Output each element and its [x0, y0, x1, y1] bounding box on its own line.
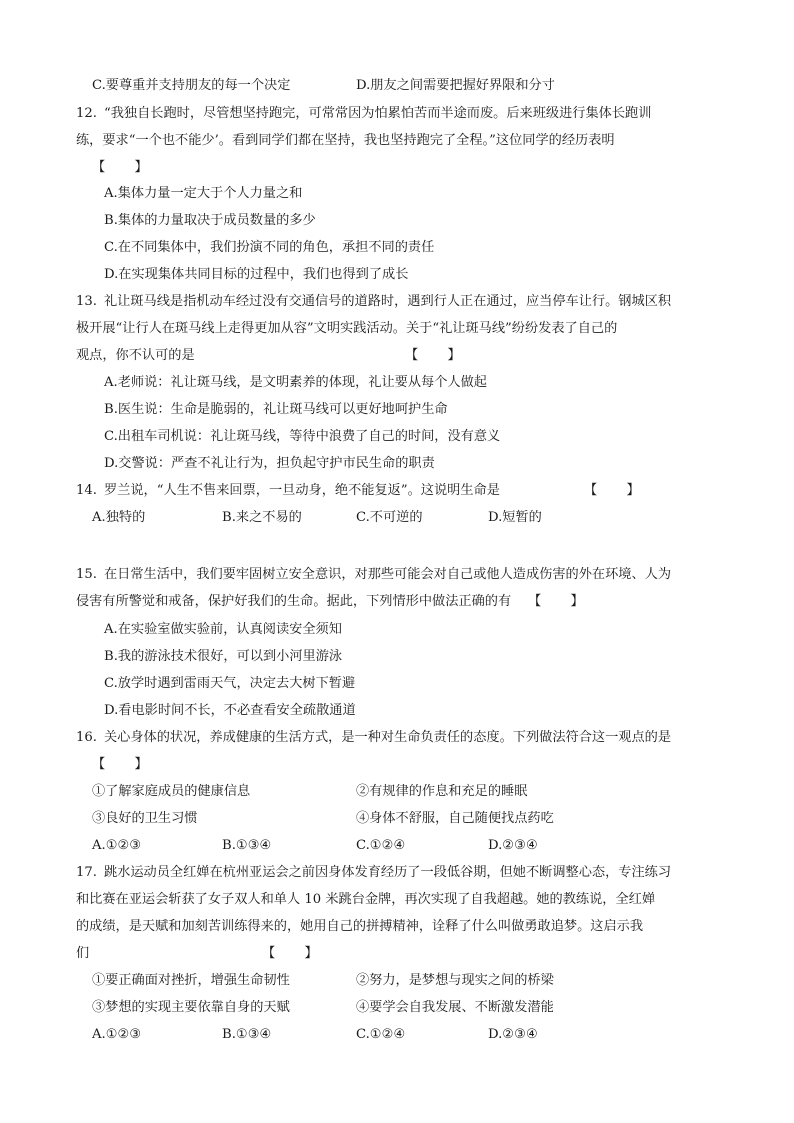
q17-option-a: A.①②③	[92, 1027, 142, 1042]
q17-statement-3: ③梦想的实现主要依靠自身的天赋	[92, 1000, 290, 1015]
q16-answer-bracket: 【 】	[92, 757, 149, 772]
q11-option-d: D.朋友之间需要把握好界限和分寸	[356, 78, 555, 93]
q16-statement-2: ②有规律的作息和充足的睡眠	[356, 784, 528, 799]
q17-option-c: C.①②④	[356, 1027, 406, 1042]
q15-answer-bracket: 【 】	[528, 594, 585, 609]
q16-stem: 关心身体的状况，养成健康的生活方式，是一种对生命负责任的态度。下列做法符合这一观点的是	[104, 730, 672, 745]
q13-stem-line1: 礼让斑马线是指机动车经过没有交通信号的道路时，遇到行人正在通过，应当停车让行。钢城区积	[104, 294, 672, 309]
q17-statement-1: ①要正确面对挫折，增强生命韧性	[92, 973, 290, 988]
q17-answer-bracket: 【 】	[262, 946, 319, 961]
q14-option-c: C.不可逆的	[356, 510, 423, 525]
q14-number: 14.	[76, 483, 97, 498]
q17-stem-line3: 的成绩，是天赋和加刻苦训练得来的，她用自己的拼搏精神，诠释了什么叫做勇敢追梦。这启示我	[76, 919, 644, 934]
q14-answer-bracket: 【 】	[584, 483, 641, 498]
q12-stem-line2: 练，要求“一个也不能少’。看到同学们都在坚持，我也坚持跑完了全程。”这位同学的经历表明	[76, 133, 615, 148]
q17-option-b: B.①③④	[222, 1027, 272, 1042]
q13-option-d: D.交警说：严查不礼让行为，担负起守护市民生命的职责	[104, 456, 435, 471]
q11-option-c: C.要尊重并支持朋友的每一个决定	[92, 78, 291, 93]
q13-option-a: A.老师说：礼让斑马线，是文明素养的体现，礼让要从每个人做起	[104, 375, 487, 390]
q15-option-d: D.看电影时间不长，不必查看安全疏散通道	[104, 703, 356, 718]
q16-statement-4: ④身体不舒服，自己随便找点药吃	[356, 811, 554, 826]
q15-stem-line2: 侵害有所警觉和戒备，保护好我们的生命。据此，下列情形中做法正确的有	[76, 594, 512, 609]
q15-option-c: C.放学时遇到雷雨天气，决定去大树下暂避	[104, 676, 356, 691]
q14-option-b: B.来之不易的	[222, 510, 302, 525]
q13-option-c: C.出租车司机说：礼让斑马线，等待中浪费了自己的时间，没有意义	[104, 429, 501, 444]
q12-option-b: B.集体的力量取决于成员数量的多少	[104, 213, 316, 228]
q17-stem-line1: 跳水运动员全红婵在杭州亚运会之前因身体发育经历了一段低谷期，但她不断调整心态，专注练习	[104, 865, 672, 880]
q15-option-a: A.在实验室做实验前，认真阅读安全须知	[104, 622, 342, 637]
q16-number: 16.	[76, 730, 97, 745]
q15-stem-line1: 在日常生活中，我们要牢固树立安全意识，对那些可能会对自己或他人造成伤害的外在环境、人为	[104, 567, 672, 582]
q16-option-b: B.①③④	[222, 838, 272, 853]
q17-number: 17.	[76, 865, 97, 880]
q12-option-c: C.在不同集体中，我们扮演不同的角色，承担不同的责任	[104, 240, 435, 255]
q14-option-a: A.独特的	[92, 510, 146, 525]
q17-option-d: D.②③④	[488, 1027, 538, 1042]
q15-number: 15.	[76, 567, 97, 582]
q14-option-d: D.短暂的	[488, 510, 542, 525]
q16-option-d: D.②③④	[488, 838, 538, 853]
q15-option-b: B.我的游泳技术很好，可以到小河里游泳	[104, 649, 343, 664]
q17-statement-2: ②努力，是梦想与现实之间的桥梁	[356, 973, 554, 988]
q17-stem-line4: 们	[76, 946, 90, 961]
q16-option-c: C.①②④	[356, 838, 406, 853]
q12-number: 12.	[76, 106, 97, 121]
q13-number: 13.	[76, 294, 97, 309]
q16-option-a: A.①②③	[92, 838, 142, 853]
q12-stem-line1: “我独自长跑时，尽管想坚持跑完，可常常因为怕累怕苦而半途而废。后来班级进行集体长跑训	[104, 106, 652, 121]
q16-statement-1: ①了解家庭成员的健康信息	[92, 784, 251, 799]
q12-option-a: A.集体力量一定大于个人力量之和	[104, 186, 303, 201]
q17-statement-4: ④要学会自我发展、不断激发潜能	[356, 1000, 554, 1015]
q16-statement-3: ③良好的卫生习惯	[92, 811, 198, 826]
q12-answer-bracket: 【 】	[92, 160, 149, 175]
q13-answer-bracket: 【 】	[405, 348, 462, 363]
q17-stem-line2: 和比赛在亚运会斩获了女子双人和单人 10 米跳台金牌，再次实现了自我超越。她的教练说，全红婵	[76, 892, 656, 907]
q13-stem-line3: 观点，你不认可的是	[76, 348, 195, 363]
q13-stem-line2: 极开展“让行人在斑马线上走得更加从容”文明实践活动。关于“礼让斑马线”纷纷发表了自己的	[76, 321, 618, 336]
q14-stem: 罗兰说，“人生不售来回票，一旦动身，绝不能复返”。这说明生命是	[104, 483, 500, 498]
q13-option-b: B.医生说：生命是脆弱的，礼让斑马线可以更好地呵护生命	[104, 402, 448, 417]
q12-option-d: D.在实现集体共同目标的过程中，我们也得到了成长	[104, 267, 409, 282]
